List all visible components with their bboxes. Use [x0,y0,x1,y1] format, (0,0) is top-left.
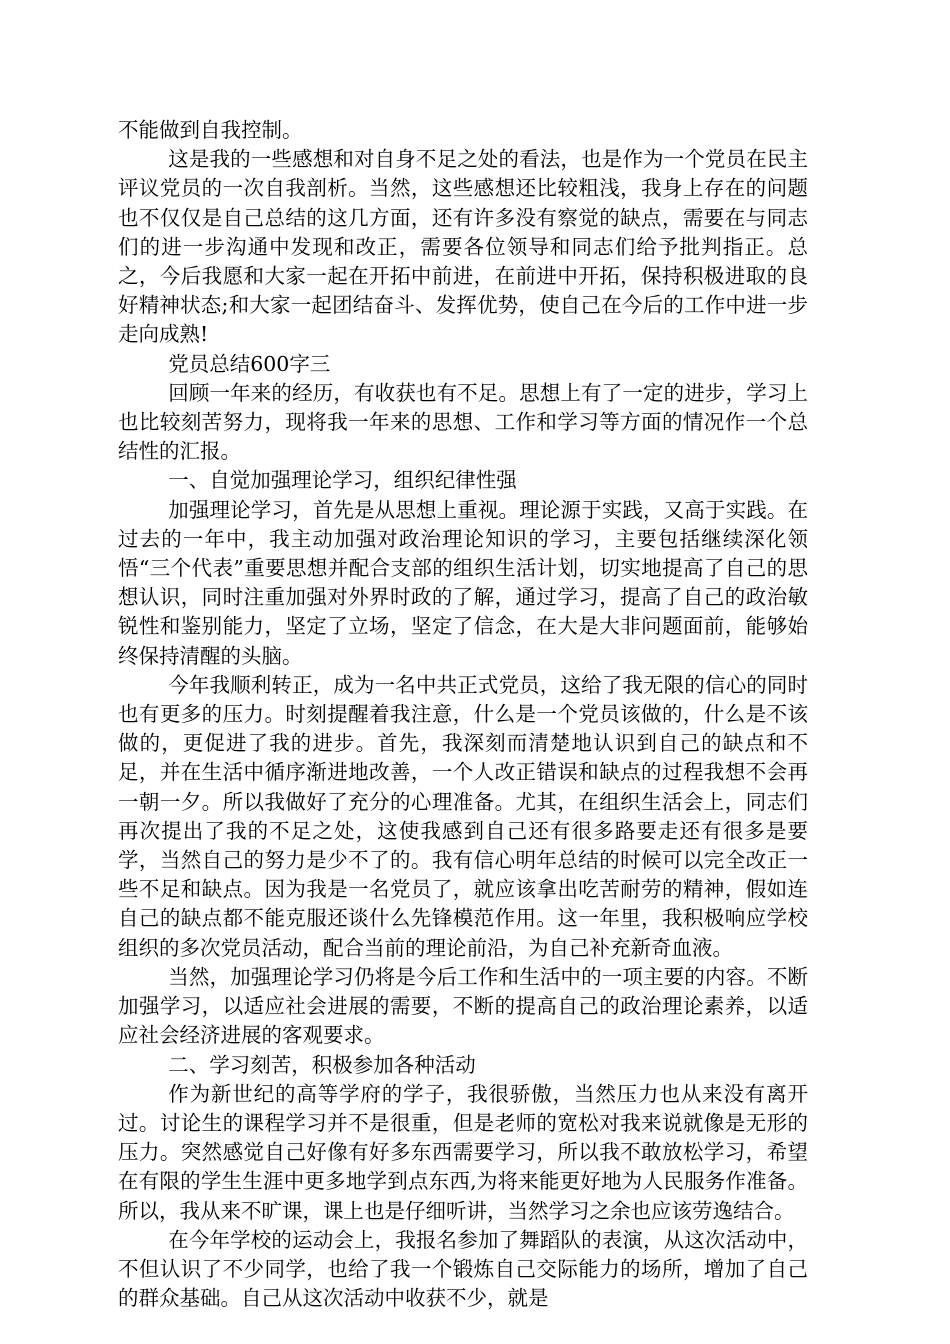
paragraph: 当然，加强理论学习仍将是今后工作和生活中的一项主要的内容。不断加强学习，以适应社会进展的需要，不断的提高自己的政治理论素养，以适应社会经济进展的客观要求。 [118,964,808,1048]
document-body [118,116,808,1313]
section-heading: 一、自觉加强理论学习，组织纪律性强 [168,468,517,493]
paragraph: 在今年学校的运动会上，我报名参加了舞蹈队的表演，从这次活动中，不但认识了不少同学，也给了我一个锻炼自己交际能力的场所，增加了自己的群众基础。自己从这次活动中收获不少，就是 [118,1227,808,1311]
paragraph: 回顾一年来的经历，有收获也有不足。思想上有了一定的进步，学习上也比较刻苦努力，现将我一年来的思想、工作和学习等方面的情况作一个总结性的汇报。 [118,380,808,464]
section-heading: 党员总结600字三 [168,351,331,376]
paragraph: 今年我顺利转正，成为一名中共正式党员，这给了我无限的信心的同时也有更多的压力。时刻提醒着我注意，什么是一个党员该做的，什么是不该做的，更促进了我的进步。首先，我深刻而清楚地认识到自己的缺点和不足，并在生活中循序渐进地改善，一个人改正错误和缺点的过程我想不会再一朝一夕。所以我做好了充分的心理准备。尤其，在组织生活会上，同志们再次提出了我的不足之处，这使我感到自己还有很多路要走还有很多是要学，当然自己的努力是少不了的。我有信心明年总结的时候可以完全改正一些不足和缺点。因为我是一名党员了，就应该拿出吃苦耐劳的精神，假如连自己的缺点都不能克服还谈什么先锋模范作用。这一年里，我积极响应学校组织的多次党员活动，配合当前的理论前沿，为自己补充新奇血液。 [118,672,808,960]
paragraph: 不能做到自我控制。 [118,118,303,142]
paragraph: 作为新世纪的高等学府的学子，我很骄傲，当然压力也从来没有离开过。讨论生的课程学习并不是很重，但是老师的宽松对我来说就像是无形的压力。突然感觉自己好像有好多东西需要学习，所以我不敢放松学习，希望在有限的学生生涯中更多地学到点东西,为将来能更好地为人民服务作准备。所以，我从来不旷课，课上也是仔细听讲，当然学习之余也应该劳逸结合。 [118,1081,808,1223]
paragraph: 这是我的一些感想和对自身不足之处的看法，也是作为一个党员在民主评议党员的一次自我剖析。当然，这些感想还比较粗浅，我身上存在的问题也不仅仅是自己总结的这几方面，还有许多没有察觉的缺点，需要在与同志们的进一步沟通中发现和改正，需要各位领导和同志们给予批判指正。总之，今后我愿和大家一起在开拓中前进，在前进中开拓，保持积极进取的良好精神状态;和大家一起团结奋斗、发挥优势，使自己在今后的工作中进一步走向成熟! [118,147,808,347]
paragraph: 加强理论学习，首先是从思想上重视。理论源于实践，又高于实践。在过去的一年中，我主动加强对政治理论知识的学习，主要包括继续深化领悟“三个代表”重要思想并配合支部的组织生活计划，切实地提高了自己的思想认识，同时注重加强对外界时政的了解，通过学习，提高了自己的政治敏锐性和鉴别能力，坚定了立场，坚定了信念，在大是大非问题面前，能够始终保持清醒的头脑。 [118,497,808,668]
section-heading: 二、学习刻苦，积极参加各种活动 [168,1052,476,1077]
